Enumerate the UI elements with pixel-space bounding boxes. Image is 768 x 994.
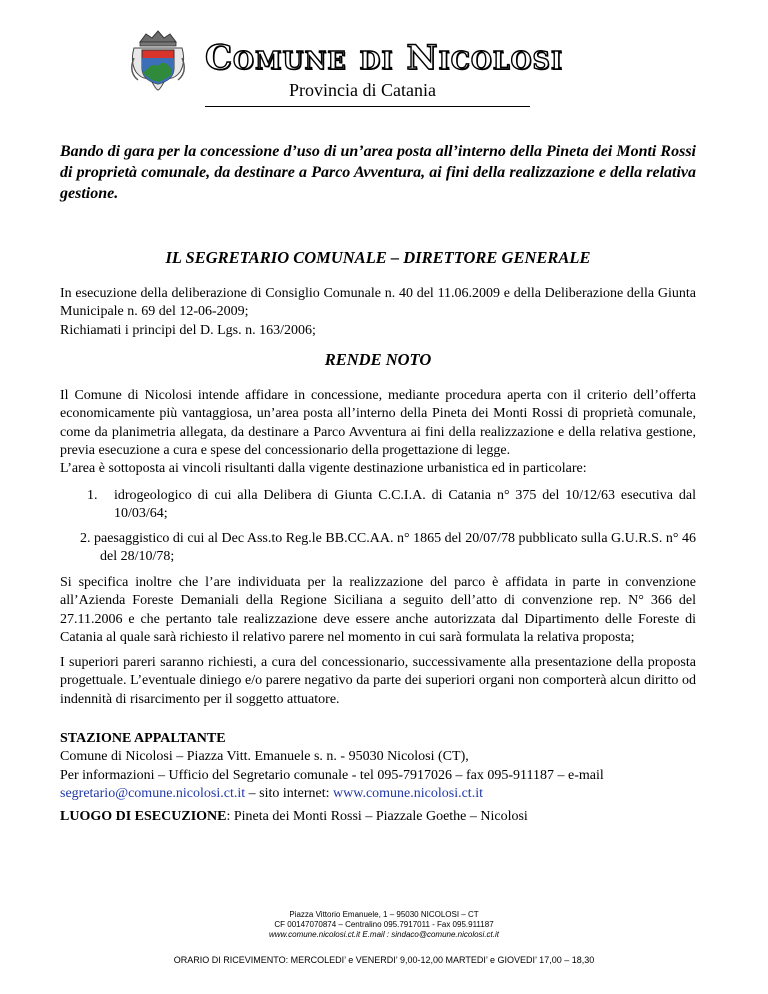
province-name: Provincia di Catania [289,80,436,100]
municipal-crest-icon [128,28,188,92]
website-link[interactable]: www.comune.nicolosi.ct.it [333,785,483,801]
footer-address: Piazza Vittorio Emanuele, 1 – 95030 NICOLOSI – CT [289,910,479,919]
email-link[interactable]: segretario@comune.nicolosi.ct.it [60,785,246,801]
preamble [60,285,696,340]
luogo-label: LUOGO DI ESECUZIONE [60,809,227,824]
stazione-line-1: Comune di Nicolosi – Piazza Vitt. Emanuele s. n. - 95030 Nicolosi (CT), [60,749,469,765]
stazione-appaltante [60,730,696,803]
list-item-1-number: 1. [87,488,98,503]
preamble-line-1: In esecuzione della deliberazione di Consiglio Comunale n. 40 del 11.06.2009 e della Deliberazione della Giunta Municipale n. 69 del 12-06-2009; [60,286,696,320]
body-paragraph-4: I superiori pareri saranno richiesti, a cura del concessionario, successivamente alla presentazione della proposta progettuale. L’eventuale diniego e/o parere negativo da parte dei superiori organi non comporterà alcun diritto od indennità di risarcimento per il soggetto attuatore. [60,655,696,707]
list-item-1 [87,487,696,523]
footer-codes: CF 00147070874 – Centralino 095.7917011 - Fax 095.911187 [274,920,494,929]
footer-web: www.comune.nicolosi.ct.it E.mail : sindaco@comune.nicolosi.ct.it [269,930,499,939]
stazione-heading: STAZIONE APPALTANTE [60,731,226,746]
luogo-esecuzione [60,808,696,826]
body-paragraph-3: Si specifica inoltre che l’are individuata per la realizzazione del parco è affidata in parte in convenzione all’Azienda Foreste Demaniali della Regione Siciliana a seguito dell’atto di convenzione rep. N° 366 del 27.11.2006 e che pertanto tale realizzazione deve essere anche autorizzata dal Dipartimento delle Foreste di Catania al quale sarà richiesto il relativo parere nel momento in cui sarà formulata la relativa proposta; [60,575,696,645]
footer-address-block [0,910,768,940]
stazione-line-3 [60,785,696,803]
body-paragraph-1 [60,387,696,478]
footer-hours: ORARIO DI RICEVIMENTO: MERCOLEDI’ e VENERDI’ 9,00-12,00 MARTEDI’ e GIOVEDI’ 17,00 – 18,30 [173,955,595,965]
letterhead [0,0,768,110]
body-p2: L’area è sottoposta ai vincoli risultanti dalla vigente destinazione urbanistica ed in particolare: [60,461,587,477]
list-item-1-text: idrogeologico di cui alla Delibera di Giunta C.C.I.A. di Catania n° 375 del 10/12/63 esecutiva dal 10/03/64; [114,488,696,521]
notice-heading: RENDE NOTO [324,350,432,369]
stazione-line-2: Per informazioni – Ufficio del Segretario comunale - tel 095-7917026 – fax 095-911187 – e-mail [60,767,604,783]
preamble-line-2: Richiamati i principi del D. Lgs. n. 163/2006; [60,322,316,338]
municipality-name: Comune di Nicolosi [205,38,564,78]
site-separator: – sito internet: [245,785,334,801]
list-item-2-text: 2. paesaggistico di cui al Dec Ass.to Reg.le BB.CC.AA. n° 1865 del 20/07/78 pubblicato sulla G.U.R.S. n° 46 del 28/10/78; [80,531,696,564]
list-item-2 [80,530,696,566]
header-divider [205,106,530,107]
issuer-heading: IL SEGRETARIO COMUNALE – DIRETTORE GENERALE [165,248,591,267]
tender-subject: Bando di gara per la concessione d’uso di un’area posta all’interno della Pineta dei Monti Rossi di proprietà comunale, da destinare a Parco Avventura, ai fini della realizzazione e della relativa gestione. [60,143,696,202]
luogo-text: : Pineta dei Monti Rossi – Piazzale Goethe – Nicolosi [226,809,528,824]
body-p1: Il Comune di Nicolosi intende affidare in concessione, mediante procedura aperta con il criterio dell’offerta economicamente più vantaggiosa, un’area posta all’interno della Pineta dei Monti Rossi di proprietà comunale, come da planimetria allegata, da destinare a Parco Avventura ai fini della realizzazione e della relativa gestione, previa esecuzione a cura e spese del concessionario della progettazione di legge. [60,388,696,458]
